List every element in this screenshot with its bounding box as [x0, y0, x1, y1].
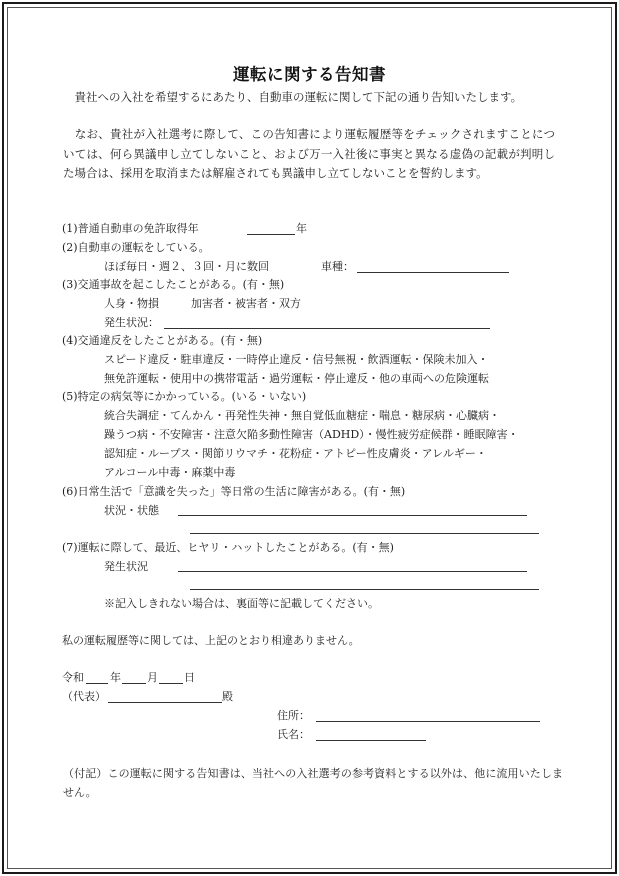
q7-sub-label: 発生状況 [104, 560, 148, 573]
date-year-label: 年 [110, 671, 121, 684]
date-year-field[interactable] [86, 683, 108, 684]
date-day-label: 日 [184, 671, 195, 684]
q4-line-1: スピード違反・駐車違反・一時停止違反・信号無視・飲酒運転・保険未加入・ [104, 353, 489, 366]
q7-field-line-1[interactable] [178, 571, 527, 572]
q3-label: (3)交通事故を起こしたことがある。(有・無) [62, 278, 285, 291]
date-day-field[interactable] [159, 683, 183, 684]
q5-line-2: 躁うつ病・不安障害・注意欠陥多動性障害（ADHD）・慢性疲労症候群・睡眠障害・ [104, 428, 519, 441]
q1-suffix: 年 [296, 222, 307, 235]
q4-label: (4)交通違反をしたことがある。(有・無) [62, 334, 263, 347]
name-label: 氏名： [277, 728, 310, 741]
note-text: ※記入しきれない場合は、裏面等に記載してください。 [104, 597, 379, 610]
q3-role: 加害者・被害者・双方 [191, 297, 301, 310]
name-field[interactable] [316, 740, 426, 741]
intro-paragraph-2 [63, 125, 555, 184]
address-label: 住所： [277, 709, 310, 722]
intro-2-text: なお、貴社が入社選考に際して、この告知書により運転履歴等をチェックされますことについては、何ら異議申し立てしないこと、および万一入社後に事実と異なる虚偽の記載が判明した場合は、採用を取消または解雇されても異議申し立てしないことを誓約します。 [63, 127, 555, 180]
q2-frequency: ほぼ毎日・週２、３回・月に数回 [104, 260, 269, 273]
q5-line-4: アルコール中毒・麻薬中毒 [104, 466, 236, 479]
q7-field-line-2[interactable] [190, 589, 539, 590]
address-field[interactable] [316, 721, 540, 722]
intro-paragraph-1 [63, 88, 555, 108]
q5-line-1: 統合失調症・てんかん・再発性失神・無自覚低血糖症・喘息・糖尿病・心臓病・ [104, 409, 500, 422]
q1-year-field[interactable] [247, 234, 295, 235]
date-era: 令和 [62, 671, 84, 684]
q5-line-3: 認知症・ループス・関節リウマチ・花粉症・アトピー性皮膚炎・アレルギー・ [104, 447, 487, 460]
q3-kind: 人身・物損 [104, 297, 159, 310]
q2-vehicle-field[interactable] [357, 272, 509, 273]
q6-field-line-1[interactable] [178, 515, 527, 516]
rep-name-field[interactable] [108, 702, 222, 703]
q5-label: (5)特定の病気等にかかっている。(いる・いない) [62, 390, 307, 403]
q2-label: (2)自動車の運転をしている。 [62, 241, 210, 254]
q2-vehicle-label: 車種： [321, 260, 354, 273]
q7-label: (7)運転に際して、最近、ヒヤリ・ハットしたことがある。(有・無) [62, 541, 394, 554]
affirmation-text: 私の運転履歴等に関しては、上記のとおり相違ありません。 [62, 634, 360, 647]
q4-line-2: 無免許運転・使用中の携帯電話・過労運転・停止違反・他の車両への危険運転 [104, 372, 489, 385]
rep-label: （代表） [62, 690, 106, 703]
q3-status-label: 発生状況： [104, 316, 159, 329]
q3-status-field[interactable] [164, 328, 490, 329]
q1-label: (1)普通自動車の免許取得年 [62, 222, 199, 235]
document-title: 運転に関する告知書 [233, 65, 386, 84]
appendix-text: （付記）この運転に関する告知書は、当社への入社選考の参考資料とする以外は、他に流用いたしません。 [63, 767, 563, 799]
intro-1-text: 貴社への入社を希望するにあたり、自動車の運転に関して下記の通り告知いたします。 [74, 90, 523, 104]
q6-sub-label: 状況・状態 [104, 504, 159, 517]
q6-field-line-2[interactable] [190, 533, 539, 534]
date-month-field[interactable] [122, 683, 146, 684]
rep-suffix: 殿 [222, 690, 233, 703]
date-month-label: 月 [147, 671, 158, 684]
q6-label: (6)日常生活で「意識を失った」等日常の生活に障害がある。(有・無) [62, 485, 406, 498]
